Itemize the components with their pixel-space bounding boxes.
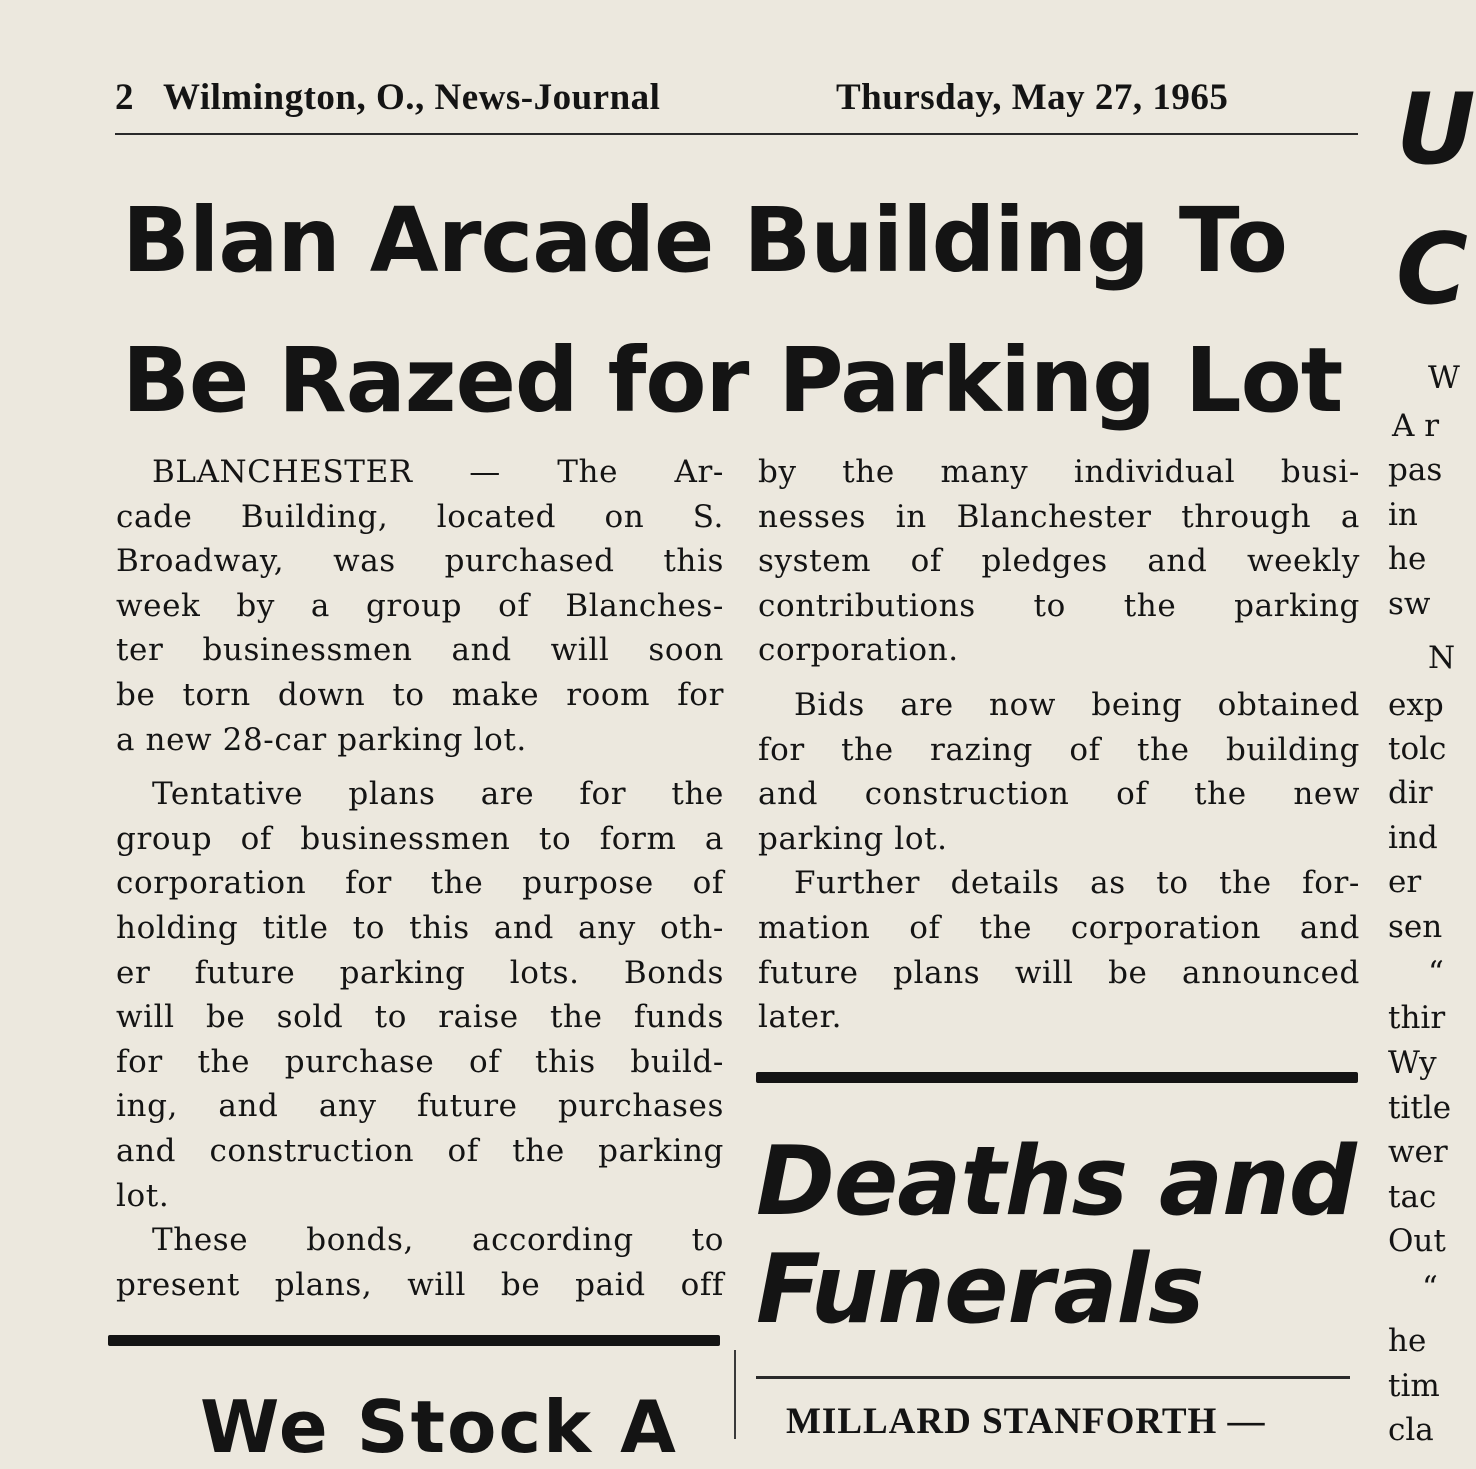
newspaper-name: Wilmington, O., News-Journal <box>163 77 661 118</box>
deaths-heading-line-2: Funerals <box>756 1235 1204 1345</box>
text-line: ing, and any future purchases <box>116 1088 724 1125</box>
text-fragment: sw <box>1388 586 1431 622</box>
text-line: for the razing of the building <box>758 731 1360 768</box>
text-line: lot. <box>116 1177 170 1214</box>
text-fragment: tolc <box>1388 731 1447 767</box>
text-fragment: Wy <box>1388 1045 1437 1081</box>
text-line: contributions to the parking <box>758 587 1360 624</box>
text-line: cade Building, located on S. <box>116 498 724 535</box>
text-line: holding title to this and any oth- <box>116 909 724 946</box>
text-fragment: Out <box>1388 1223 1446 1259</box>
text-line: and construction of the parking <box>116 1132 724 1169</box>
text-line: week by a group of Blanches- <box>116 587 724 624</box>
text-fragment: in <box>1388 497 1418 533</box>
masthead-rule <box>115 133 1358 135</box>
text-line: and construction of the new <box>758 776 1360 813</box>
text-fragment: A r <box>1392 408 1440 444</box>
text-fragment: N <box>1428 640 1456 676</box>
text-fragment: ind <box>1388 820 1438 856</box>
text-line: corporation for the purpose of <box>116 865 724 902</box>
deaths-heading-rule <box>756 1376 1350 1379</box>
article-column-2 <box>758 450 1360 1040</box>
column-divider <box>734 1350 736 1439</box>
text-line: present plans, will be paid off <box>116 1266 724 1303</box>
text-line: BLANCHESTER — The Ar- <box>152 454 724 490</box>
text-line: er future parking lots. Bonds <box>116 954 724 991</box>
deaths-heading-line-1: Deaths and <box>756 1127 1356 1237</box>
text-line: parking lot. <box>758 820 948 857</box>
headline-line-1: Blan Arcade Building To <box>122 188 1287 292</box>
text-fragment: sen <box>1388 909 1443 945</box>
text-line: system of pledges and weekly <box>758 543 1360 580</box>
text-line: for the purchase of this build- <box>116 1043 724 1080</box>
text-line: will be sold to raise the funds <box>116 999 724 1036</box>
text-fragment: pas <box>1388 452 1443 488</box>
text-line: a new 28-car parking lot. <box>116 721 527 758</box>
page-number: 2 <box>115 77 134 118</box>
text-line: later. <box>758 999 843 1036</box>
text-fragment: tac <box>1388 1179 1437 1215</box>
text-line: group of businessmen to form a <box>116 820 724 857</box>
text-fragment: wer <box>1388 1134 1448 1170</box>
text-fragment: exp <box>1388 687 1444 723</box>
text-fragment: “ <box>1428 955 1444 991</box>
text-fragment: dir <box>1388 775 1433 811</box>
advertisement-heading: We Stock A <box>200 1385 678 1469</box>
text-line: be torn down to make room for <box>116 676 724 713</box>
text-fragment: “ <box>1422 1270 1438 1306</box>
text-line: Tentative plans are for the <box>152 776 724 813</box>
clipped-headline-letter: C <box>1396 213 1468 327</box>
text-fragment: W <box>1428 360 1460 396</box>
deaths-heading <box>756 1128 1356 1344</box>
text-line: Bids are now being obtained <box>794 686 1360 723</box>
text-line: nesses in Blanchester through a <box>758 498 1360 535</box>
text-fragment: er <box>1388 864 1422 900</box>
text-fragment: tim <box>1388 1368 1440 1404</box>
adjacent-column-fragments <box>1388 0 1468 1448</box>
article-headline <box>122 170 1342 450</box>
column-end-rule <box>108 1335 720 1346</box>
text-fragment: thir <box>1388 1000 1446 1036</box>
text-line: by the many individual busi- <box>758 454 1360 490</box>
article-column-1 <box>116 450 724 1307</box>
text-fragment: he <box>1388 541 1427 577</box>
text-line: corporation. <box>758 632 959 669</box>
text-fragment: he <box>1388 1323 1427 1359</box>
text-fragment: cla <box>1388 1412 1434 1448</box>
text-fragment: title <box>1388 1090 1452 1126</box>
text-line: mation of the corporation and <box>758 909 1360 946</box>
headline-line-2: Be Razed for Parking Lot <box>122 328 1343 432</box>
text-line: future plans will be announced <box>758 954 1360 991</box>
clipped-headline-letter: U <box>1396 73 1476 187</box>
text-line: ter businessmen and will soon <box>116 632 724 669</box>
text-line: These bonds, according to <box>152 1222 724 1259</box>
text-line: Broadway, was purchased this <box>116 543 724 580</box>
section-divider-rule <box>756 1072 1358 1083</box>
issue-date: Thursday, May 27, 1965 <box>836 77 1229 118</box>
text-line: Further details as to the for- <box>794 865 1360 902</box>
obituary-name: MILLARD STANFORTH — <box>786 1401 1266 1442</box>
